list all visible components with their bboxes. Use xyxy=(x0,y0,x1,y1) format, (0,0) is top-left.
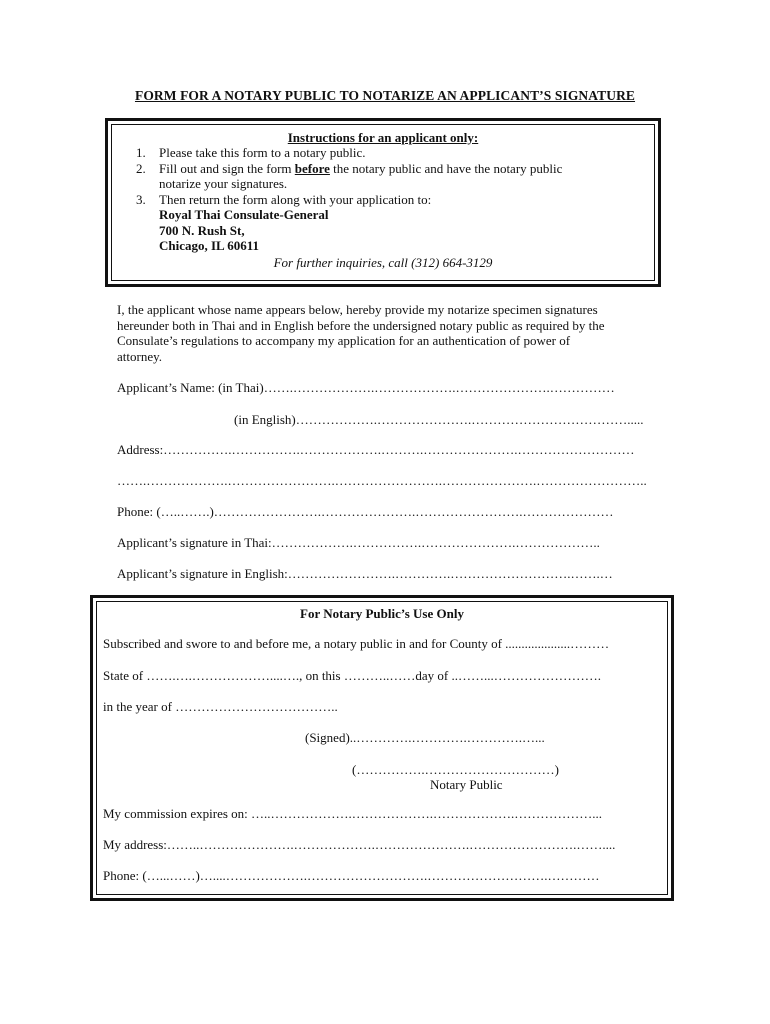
notary-section-inner xyxy=(96,601,668,895)
consulate-city: Chicago, IL 60611 xyxy=(159,238,260,253)
notary-phone-field[interactable]: Phone: (…...……)…....……………….……………………….……………………….………… xyxy=(103,868,600,883)
notary-commission-field[interactable]: My commission expires on: …..……………….……………….……………….………………... xyxy=(103,806,603,821)
notary-signed-field[interactable]: (Signed)..………….………….………….…... xyxy=(305,730,545,745)
instructions-box-inner xyxy=(111,124,655,281)
form-title: FORM FOR A NOTARY PUBLIC TO NOTARIZE AN APPLICANT’S SIGNATURE xyxy=(134,88,636,103)
consulate-street: 700 N. Rush St, xyxy=(159,222,245,238)
instruction-item-1: 1. Please take this form to a notary public. xyxy=(136,145,366,160)
applicant-phone-field[interactable]: Phone: (…..…….)…………………….………………….…………………….………………… xyxy=(117,504,614,519)
notary-address-field[interactable]: My address:……..………………….……………….………………….…………………….…….... xyxy=(103,837,616,852)
applicant-address-field-line-2[interactable]: …….……………….…………………….…………………….………………….…………………….. xyxy=(117,473,647,488)
notary-subscribed-field[interactable]: Subscribed and swore to and before me, a notary public in and for County of ....................……… xyxy=(103,636,610,651)
applicant-address-field[interactable]: Address:…………….…………….……………….……….………………….……………………… xyxy=(117,442,635,457)
notary-section-box xyxy=(90,595,674,901)
instruction-item-2: 2. Fill out and sign the form before the notary public and have the notary public notarize your signatures. xyxy=(136,160,563,191)
instruction-item-3: 3. Then return the form along with your application to: xyxy=(136,191,432,207)
applicant-statement: I, the applicant whose name appears below, hereby provide my notarize specimen signatures hereunder both in Thai and in English before the undersigned notary public as required by the Consulate’s regulations to accompany my application for an authentication of power of attorney. xyxy=(117,302,605,364)
notary-heading: For Notary Public’s Use Only xyxy=(300,606,464,621)
inquiry-line: For further inquiries, call (312) 664-3129 xyxy=(273,255,493,270)
applicant-signature-english-field[interactable]: Applicant’s signature in English:…………………….………….……………………….…….… xyxy=(117,566,613,581)
emphasis-before: before xyxy=(294,160,330,176)
instructions-box xyxy=(105,118,661,287)
applicant-name-thai-field[interactable]: Applicant’s Name: (in Thai)…….……………….……………….………………….…………… xyxy=(117,380,615,395)
instructions-heading: Instructions for an applicant only: xyxy=(287,130,479,145)
applicant-signature-thai-field[interactable]: Applicant’s signature in Thai:……………….…………….………………….……………….. xyxy=(117,535,600,550)
notary-name-field[interactable]: (…………….…………………………) xyxy=(352,762,559,777)
notary-state-date-field[interactable]: State of …….….………………....…., on this ………..……day of ..……...……………………. xyxy=(103,668,601,683)
applicant-name-english-field[interactable]: (in English)……………….………………….………………………………..... xyxy=(234,412,644,427)
notary-public-label: Notary Public xyxy=(430,777,503,792)
notary-year-field[interactable]: in the year of ……………………………….. xyxy=(103,699,338,714)
instructions-list xyxy=(136,145,644,254)
consulate-name: Royal Thai Consulate-General xyxy=(159,207,329,222)
